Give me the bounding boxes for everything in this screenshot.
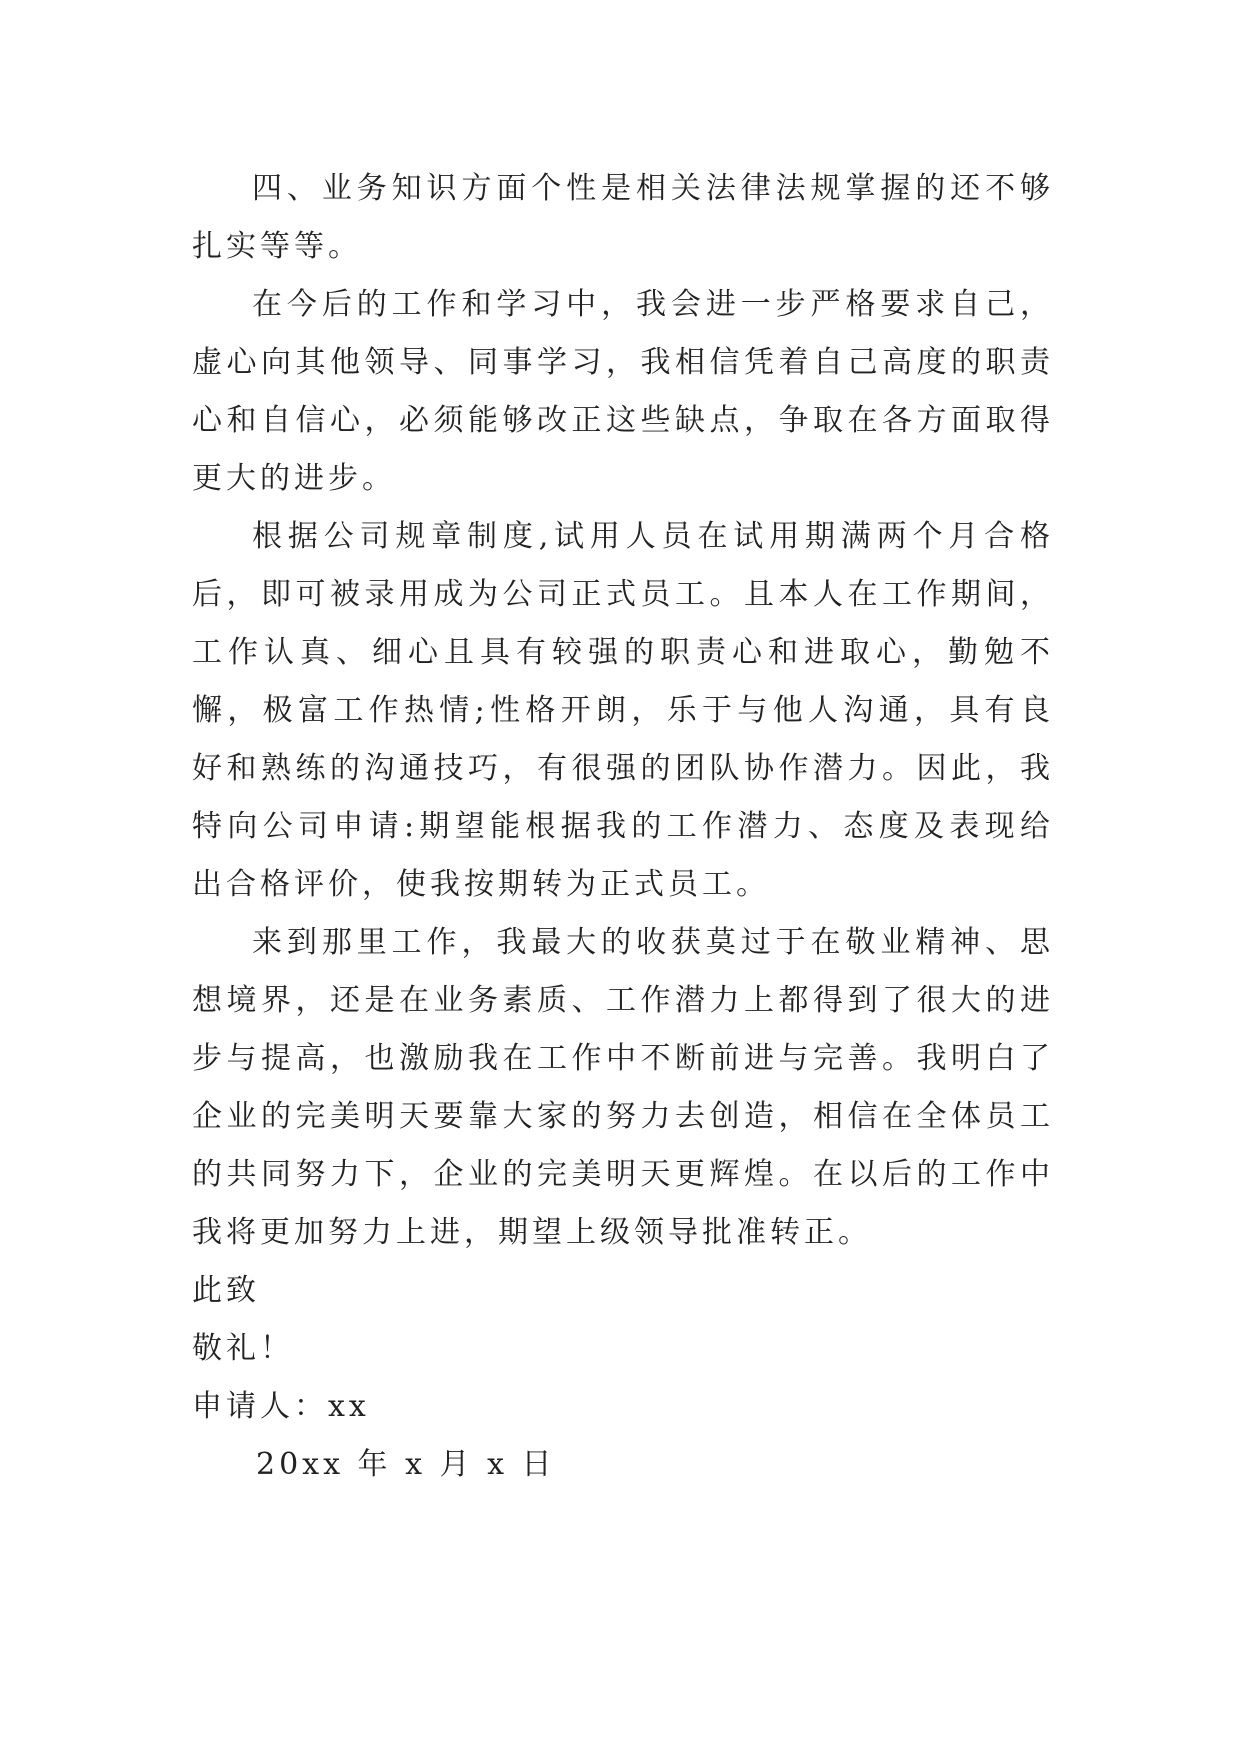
paragraph-gains: 来到那里工作，我最大的收获莫过于在敬业精神、思想境界，还是在业务素质、工作潜力上都得到了很大的进步与提高，也激励我在工作中不断前进与完善。我明白了企业的完美明天要靠大家的努力去创造，相信在全体员工的共同努力下，企业的完美明天更辉煌。在以后的工作中我将更加努力上进，期望上级领导批准转正。: [192, 925, 1054, 1250]
closing-salutation: 此致: [192, 1273, 260, 1308]
letter-body: [192, 160, 1054, 1494]
letter-date: 20xx 年 x 月 x 日: [256, 1447, 556, 1482]
paragraph-regularization-request: 根据公司规章制度,试用人员在试用期满两个月合格后，即可被录用成为公司正式员工。且本人在工作期间，工作认真、细心且具有较强的职责心和进取心，勤勉不懈，极富工作热情;性格开朗，乐于与他人沟通，具有良好和熟练的沟通技巧，有很强的团队协作潜力。因此，我特向公司申请:期望能根据我的工作潜力、态度及表现给出合格评价，使我按期转为正式员工。: [192, 519, 1054, 902]
paragraph-future-work: 在今后的工作和学习中，我会进一步严格要求自己，虚心向其他领导、同事学习，我相信凭着自己高度的职责心和自信心，必须能够改正这些缺点，争取在各方面取得更大的进步。: [192, 287, 1054, 496]
paragraph-business-knowledge: 四、业务知识方面个性是相关法律法规掌握的还不够扎实等等。: [192, 171, 1054, 264]
applicant-signature: 申请人：xx: [192, 1389, 370, 1424]
closing-respect: 敬礼！: [192, 1331, 294, 1366]
